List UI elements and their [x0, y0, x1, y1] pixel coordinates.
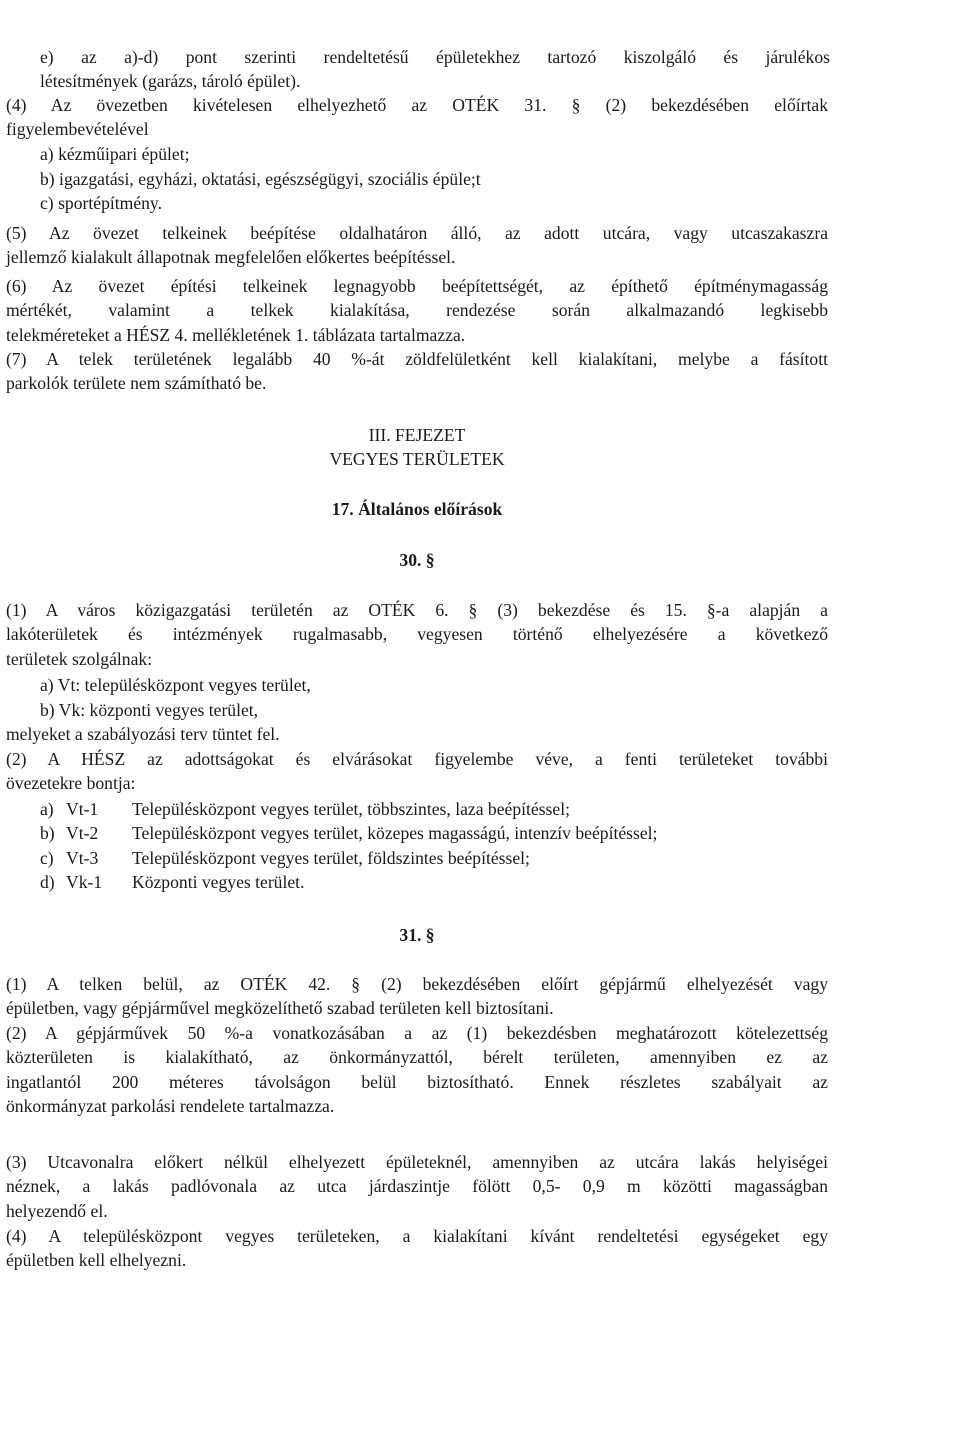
zone-item: [40, 797, 657, 821]
zone-code: Vt-1: [66, 799, 99, 819]
zone-label: d): [40, 871, 55, 892]
s30-paragraph-2-line-1: (2) A HÉSZ az adottságokat és elvárásokat figyelembe véve, a fenti területeket további: [6, 749, 828, 769]
zone-item: [40, 821, 657, 845]
s31-paragraph-1-line-2: épületben, vagy gépjárművel megközelíthető szabad területen kell biztosítani.: [6, 998, 554, 1019]
item-e: [40, 45, 830, 94]
paragraph-7-line-2: parkolók területe nem számítható be.: [6, 373, 267, 394]
paragraph-5-line-1: (5) Az övezet telkeinek beépítése oldalhatáron álló, az adott utcára, vagy utcaszakaszra: [6, 223, 828, 243]
s30-paragraph-1-line-3: területek szolgálnak:: [6, 648, 153, 669]
s30-paragraph-1: [6, 598, 828, 671]
s31-paragraph-2: [6, 1021, 828, 1118]
paragraph-6-line-1: (6) Az övezet építési telkeinek legnagyobb beépítettségét, az építhető építménymagasság: [6, 276, 828, 296]
paragraph-4-line-1: (4) Az övezetben kivételesen elhelyezhető az OTÉK 31. § (2) bekezdésében előírtak: [6, 95, 828, 115]
zone-code: Vk-1: [66, 871, 103, 892]
paragraph-4: [6, 93, 828, 142]
s31-paragraph-2-line-1: (2) A gépjárművek 50 %-a vonatkozásában a az (1) bekezdésben meghatározott kötelezettség: [6, 1023, 828, 1043]
zone-description: Településközpont vegyes terület, többszintes, laza beépítéssel;: [132, 799, 570, 819]
chapter-title: VEGYES TERÜLETEK: [329, 449, 505, 469]
s30-paragraph-1-line-2: lakóterületek és intézmények rugalmasabb, vegyesen történő elhelyezésére a következő: [6, 624, 828, 645]
zone-code: Vt-3: [66, 847, 99, 868]
paragraph-7: [6, 347, 828, 396]
s31-paragraph-1: [6, 972, 828, 1021]
section-17-heading: 17. Általános előírások: [331, 499, 503, 519]
paragraph-6-line-3: telekméreteket a HÉSZ 4. mellékletének 1. táblázata tartalmazza.: [6, 324, 466, 345]
paragraph-6: [6, 274, 828, 347]
s31-paragraph-3-line-3: helyezendő el.: [6, 1200, 108, 1221]
section-30-heading: 30. §: [399, 550, 435, 570]
paragraph-6-line-2: mértékét, valamint a telkek kialakítása, rendezése során alkalmazandó legkisebb: [6, 300, 828, 321]
chapter-number: III. FEJEZET: [368, 425, 466, 445]
paragraph-5-line-2: jellemző kialakult állapotnak megfelelően előkertes beépítéssel.: [6, 247, 456, 268]
paragraph-4-line-2: figyelembevételével: [6, 119, 149, 140]
item-e-line-2: létesítmények (garázs, tároló épület).: [40, 71, 301, 92]
s30-item-b: b) Vk: központi vegyes terület,: [40, 700, 259, 720]
s31-paragraph-3-line-1: (3) Utcavonalra előkert nélkül elhelyezett épületeknél, amennyiben az utcára lakás helyiségei: [6, 1152, 828, 1172]
paragraph-4-item-c: c) sportépítmény.: [40, 193, 162, 213]
s31-paragraph-3: [6, 1150, 828, 1223]
s31-paragraph-4: [6, 1224, 828, 1273]
s30-paragraph-1-tail: melyeket a szabályozási terv tüntet fel.: [6, 724, 280, 744]
paragraph-4-item-a: a) kézműipari épület;: [40, 144, 190, 164]
s30-paragraph-1-line-1: (1) A város közigazgatási területén az OTÉK 6. § (3) bekezdése és 15. §-a alapján a: [6, 600, 828, 620]
zone-label: b): [40, 823, 55, 844]
paragraph-5: [6, 221, 828, 270]
zone-item: [40, 870, 657, 894]
s30-item-a: a) Vt: településközpont vegyes terület,: [40, 675, 311, 695]
s31-paragraph-4-line-2: épületben kell elhelyezni.: [6, 1250, 187, 1271]
zone-description: Településközpont vegyes terület, földszintes beépítéssel;: [132, 847, 530, 868]
zone-list: [40, 797, 657, 894]
zone-description: Településközpont vegyes terület, közepes magasságú, intenzív beépítéssel;: [132, 823, 658, 844]
zone-label: c): [40, 847, 54, 868]
s31-paragraph-1-line-1: (1) A telken belül, az OTÉK 42. § (2) bekezdésében előírt gépjármű elhelyezését vagy: [6, 974, 828, 994]
s31-paragraph-3-line-2: néznek, a lakás padlóvonala az utca járdaszintje fölött 0,5- 0,9 m közötti magasságban: [6, 1176, 828, 1197]
s31-paragraph-4-line-1: (4) A településközpont vegyes területeken, a kialakítani kívánt rendeltetési egységeket egy: [6, 1226, 828, 1246]
item-e-line-1: e) az a)-d) pont szerinti rendeltetésű épületekhez tartozó kiszolgáló és járulékos: [40, 47, 830, 67]
zone-code: Vt-2: [66, 823, 99, 844]
section-31-heading: 31. §: [399, 925, 435, 945]
zone-label: a): [40, 799, 54, 819]
s30-paragraph-2-line-2: övezetekre bontja:: [6, 773, 136, 794]
paragraph-7-line-1: (7) A telek területének legalább 40 %-át zöldfelületként kell kialakítani, melybe a fásított: [6, 349, 828, 369]
s31-paragraph-2-line-2: közterületen is kialakítható, az önkormányzattól, bérelt területen, amennyiben ez az: [6, 1047, 828, 1068]
zone-description: Központi vegyes terület.: [132, 871, 305, 892]
zone-item: [40, 846, 657, 870]
paragraph-4-item-b: b) igazgatási, egyházi, oktatási, egészségügyi, szociális épüle;t: [40, 169, 481, 189]
s30-paragraph-2: [6, 747, 828, 796]
s31-paragraph-2-line-4: önkormányzat parkolási rendelete tartalmazza.: [6, 1095, 335, 1116]
s31-paragraph-2-line-3: ingatlantól 200 méteres távolságon belül biztosítható. Ennek részletes szabályait az: [6, 1071, 828, 1092]
